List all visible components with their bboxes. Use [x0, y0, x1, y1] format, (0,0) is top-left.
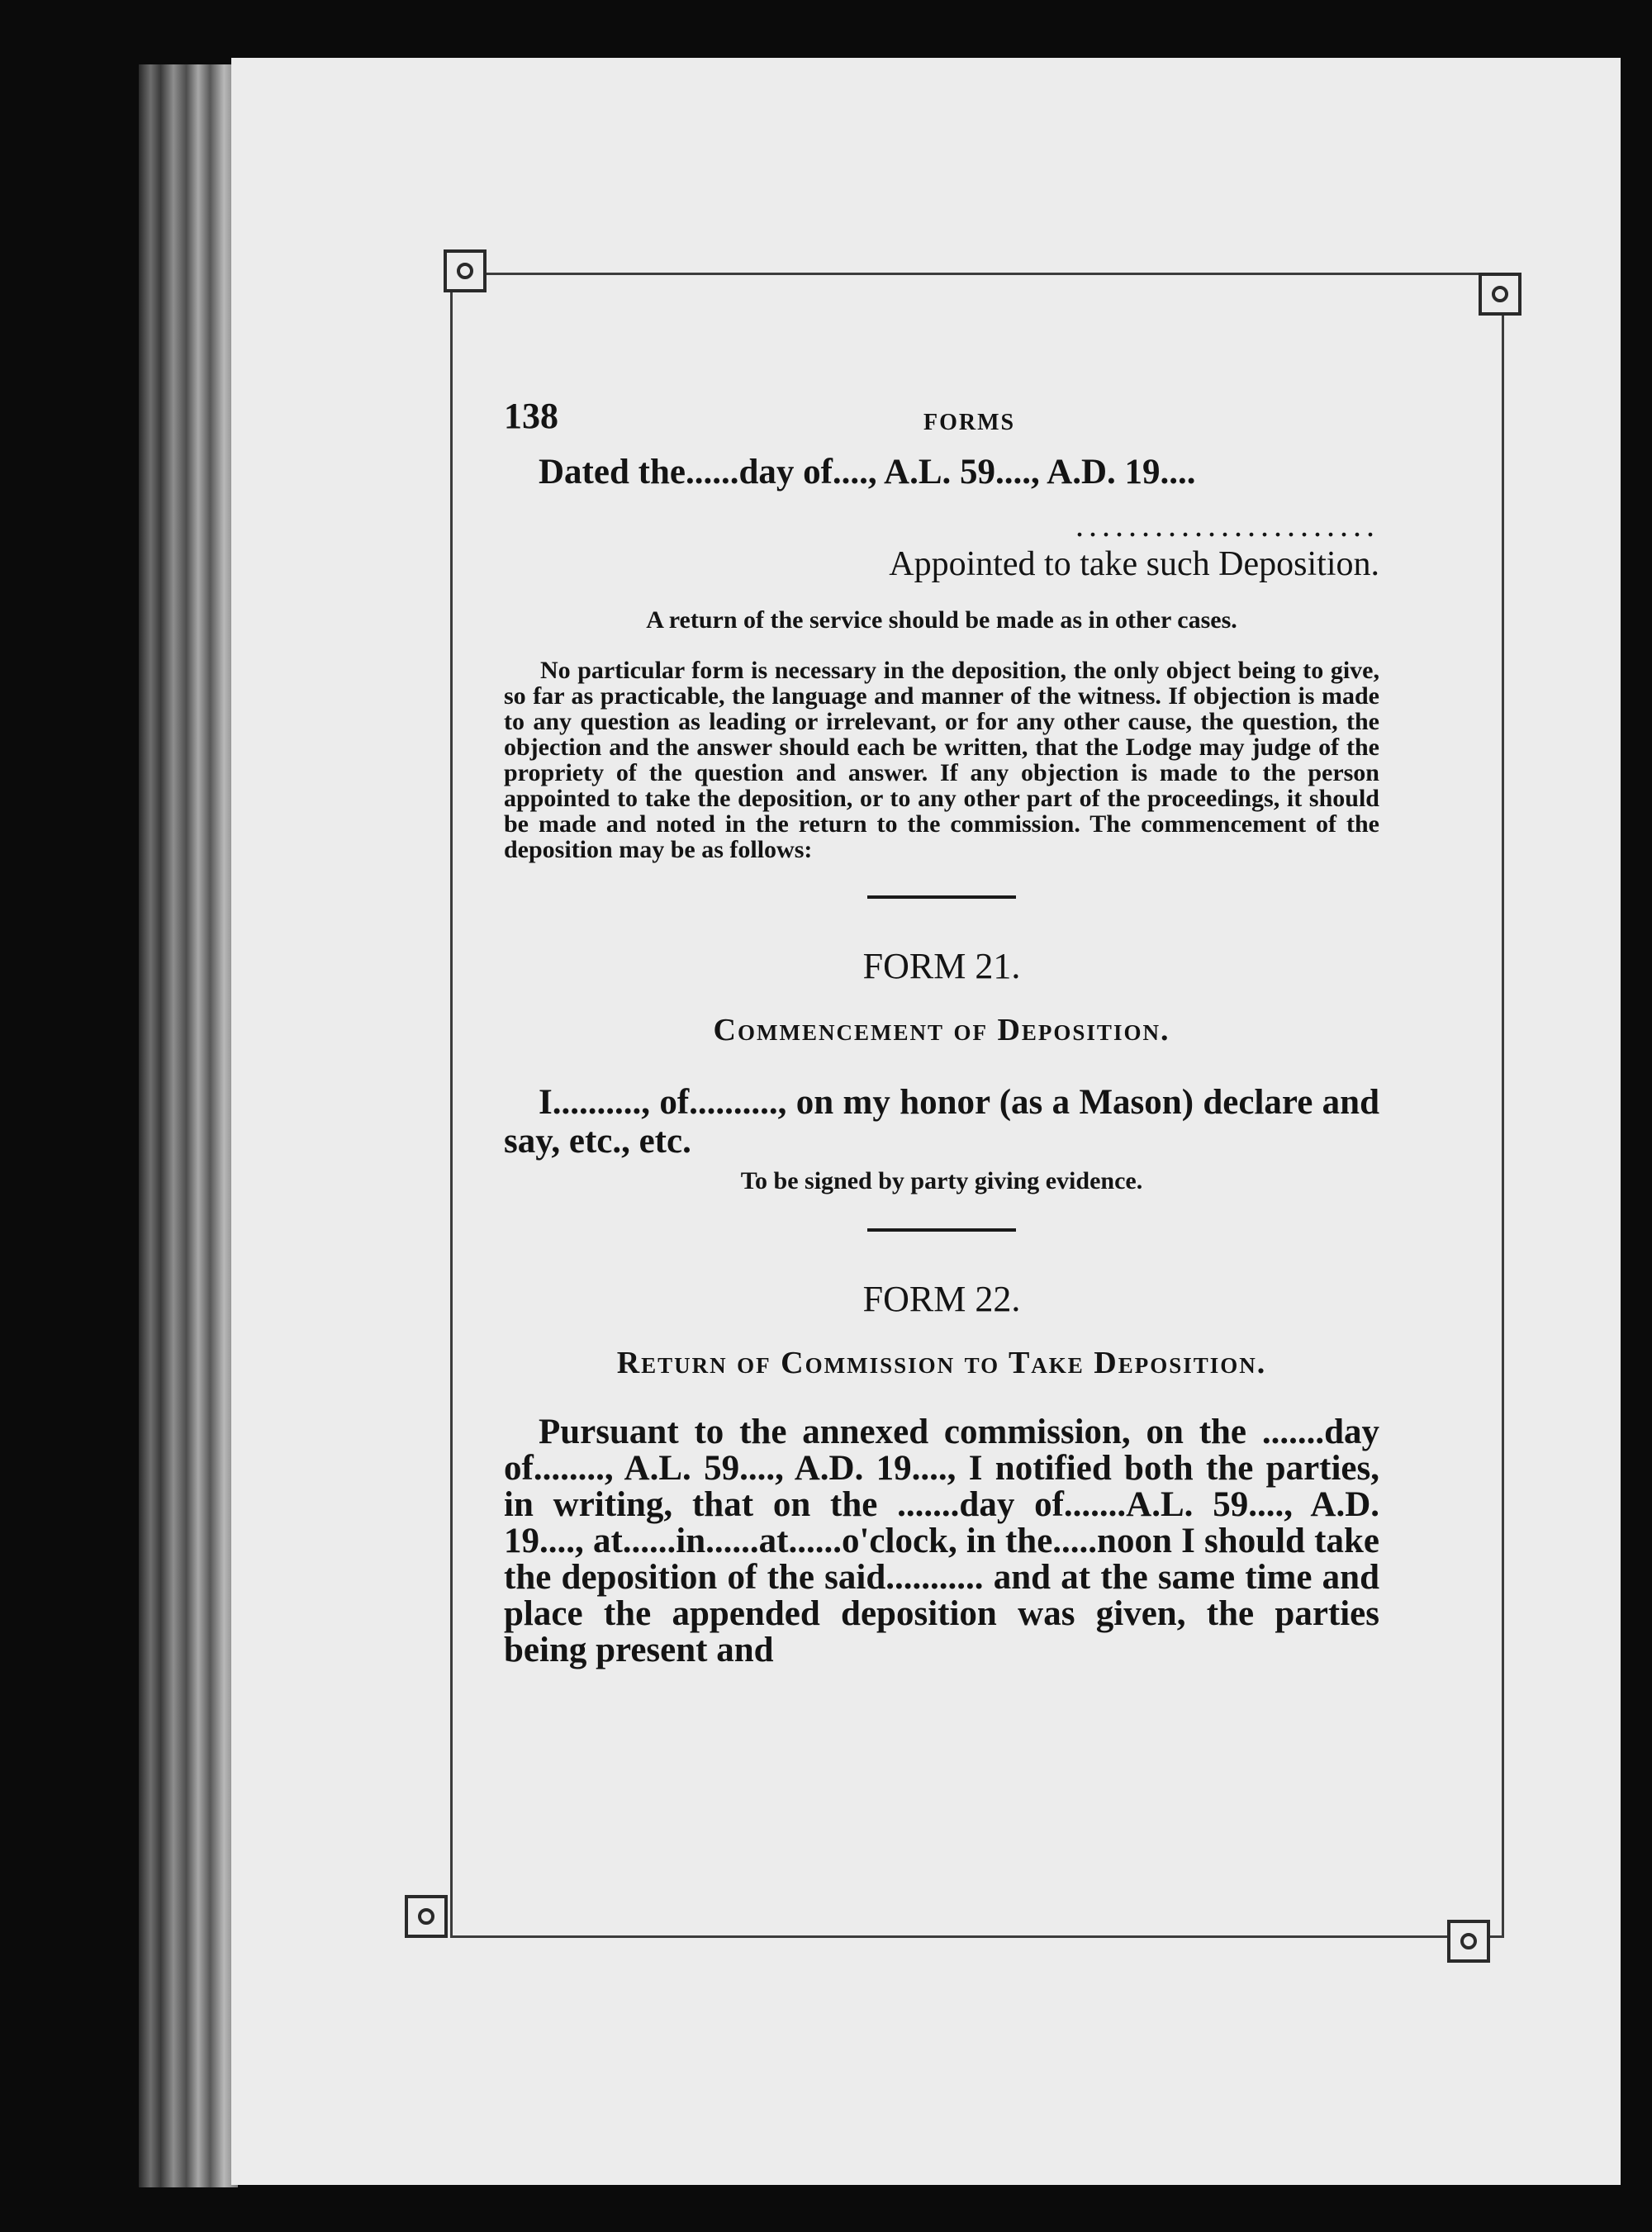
form-21-body: I.........., of.........., on my honor (as a Mason) declare and say, etc., etc. — [504, 1083, 1379, 1161]
form-21-caption: To be signed by party giving evidence. — [740, 1167, 1143, 1194]
return-note: A return of the service should be made as in other cases. — [646, 606, 1237, 634]
corner-ornament-bottom-right — [1447, 1920, 1490, 1963]
running-head: FORMS — [923, 410, 1016, 435]
page-header — [504, 395, 1379, 453]
dated-line: Dated the......day of...., A.L. 59...., A.D. 19.... — [539, 453, 1196, 492]
section-divider — [867, 1228, 1016, 1232]
signature-dots: ....................... — [1075, 506, 1379, 544]
form-22-subtitle: Return of Commission to Take Deposition. — [616, 1346, 1267, 1380]
page-content — [504, 395, 1379, 1669]
page-number: 138 — [504, 396, 558, 436]
form-22-title: FORM 22. — [862, 1279, 1021, 1319]
form-22-body: Pursuant to the annexed commission, on the .......day of........, A.L. 59...., A.D. 19...., I notified both the parties, in writing, that on the .......day of.......A.L. 59...., A.D. 19...., at......in......at......o'clock, in the.....noon I should take the deposition of the said........... and at the same time and place the appended deposition was given, the parties being present and — [504, 1413, 1379, 1669]
section-divider — [867, 895, 1016, 899]
signature-caption: Appointed to take such Deposition. — [889, 545, 1379, 583]
scan-border — [1621, 0, 1652, 2232]
corner-ornament-top-left — [444, 249, 487, 292]
corner-ornament-top-right — [1479, 273, 1521, 316]
deposition-instructions: No particular form is necessary in the deposition, the only object being to give, so far as practicable, the language and manner of the witness. If objection is made to any question as leading or irrelevant, or for any other cause, the question, the objection and the answer should each be written, that the Lodge may judge of the propriety of the question and answer. If any objection is made to the person appointed to take the deposition, or to any other part of the proceedings, it should be made and noted in the return to the commission. The commencement of the deposition may be as follows: — [504, 657, 1379, 863]
form-21-subtitle: Commencement of Deposition. — [713, 1013, 1170, 1047]
corner-ornament-bottom-left — [405, 1895, 448, 1938]
book-spine-edge — [139, 64, 238, 2187]
form-21-title: FORM 21. — [862, 946, 1021, 986]
